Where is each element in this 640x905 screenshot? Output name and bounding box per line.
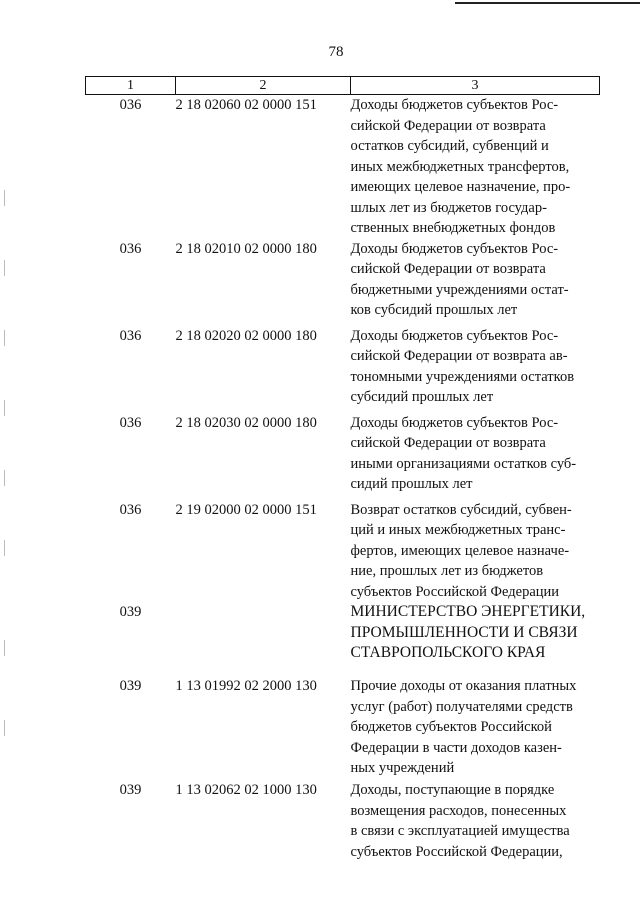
admin-code: 036 xyxy=(119,414,142,431)
revenue-codes-table xyxy=(85,76,600,864)
page-number: 78 xyxy=(328,44,344,60)
table-row xyxy=(86,413,600,500)
admin-code: 039 xyxy=(119,782,142,798)
column-header-3: 3 xyxy=(351,77,600,95)
table-row xyxy=(86,95,600,239)
table-row xyxy=(86,676,600,780)
scan-margin-marks xyxy=(0,0,14,905)
table-row xyxy=(86,500,600,603)
revenue-description: Прочие доходы от оказания платных услуг (работ) получателями средств бюджетов субъектов Российской Федерации в части доходов казен- ных учреждений xyxy=(350,678,577,776)
revenue-description: Доходы бюджетов субъектов Рос- сийской Федерации от возврата ав- тономными учреждениями остатков субсидий прошлых лет xyxy=(350,327,575,405)
table-header-row xyxy=(86,77,600,95)
table-row xyxy=(86,239,600,326)
admin-code: 036 xyxy=(119,97,142,113)
admin-code: 036 xyxy=(119,501,142,518)
budget-classification-code: 2 18 02030 02 0000 180 xyxy=(175,414,317,431)
table-row xyxy=(86,326,600,413)
budget-classification-code: 1 13 01992 02 2000 130 xyxy=(175,678,317,694)
ministry-heading: МИНИСТЕРСТВО ЭНЕРГЕТИКИ, ПРОМЫШЛЕННОСТИ И СВЯЗИ СТАВРОПОЛЬСКОГО КРАЯ xyxy=(350,603,586,661)
revenue-description: Доходы бюджетов субъектов Рос- сийской Федерации от возврата иными организациями остатков суб- сидий прошлых лет xyxy=(350,414,577,492)
table-row xyxy=(86,780,600,864)
admin-code: 039 xyxy=(119,678,142,694)
column-header-2: 2 xyxy=(176,77,351,95)
revenue-description: Доходы бюджетов субъектов Рос- сийской Федерации от возврата бюджетными учреждениями остат- ков субсидий прошлых лет xyxy=(350,240,569,318)
top-edge-line xyxy=(455,2,640,4)
budget-classification-code xyxy=(176,602,351,676)
table-row xyxy=(86,602,600,676)
revenue-description: Доходы, поступающие в порядке возмещения расходов, понесенных в связи с эксплуатацией имущества субъектов Российской Федерации, xyxy=(350,782,570,860)
revenue-description: Возврат остатков субсидий, субвен- ций и иных межбюджетных транс- фертов, имеющих целевое назначе- ние, прошлых лет из бюджетов субъектов Российской Федерации xyxy=(350,501,572,600)
budget-classification-code: 2 18 02010 02 0000 180 xyxy=(175,240,317,257)
budget-classification-code: 1 13 02062 02 1000 130 xyxy=(175,782,317,798)
budget-classification-code: 2 19 02000 02 0000 151 xyxy=(175,501,317,518)
budget-classification-code: 2 18 02060 02 0000 151 xyxy=(175,97,317,113)
column-header-1: 1 xyxy=(86,77,176,95)
admin-code: 039 xyxy=(119,604,142,620)
admin-code: 036 xyxy=(119,240,142,257)
admin-code: 036 xyxy=(119,327,142,344)
revenue-description: Доходы бюджетов субъектов Рос- сийской Федерации от возврата остатков субсидий, субвенций и иных межбюджетных трансфертов, имеющих целевое назначение, про- шлых лет из бюджетов государ- ственных внебюджетных фондов xyxy=(350,97,571,236)
budget-classification-code: 2 18 02020 02 0000 180 xyxy=(175,327,317,344)
